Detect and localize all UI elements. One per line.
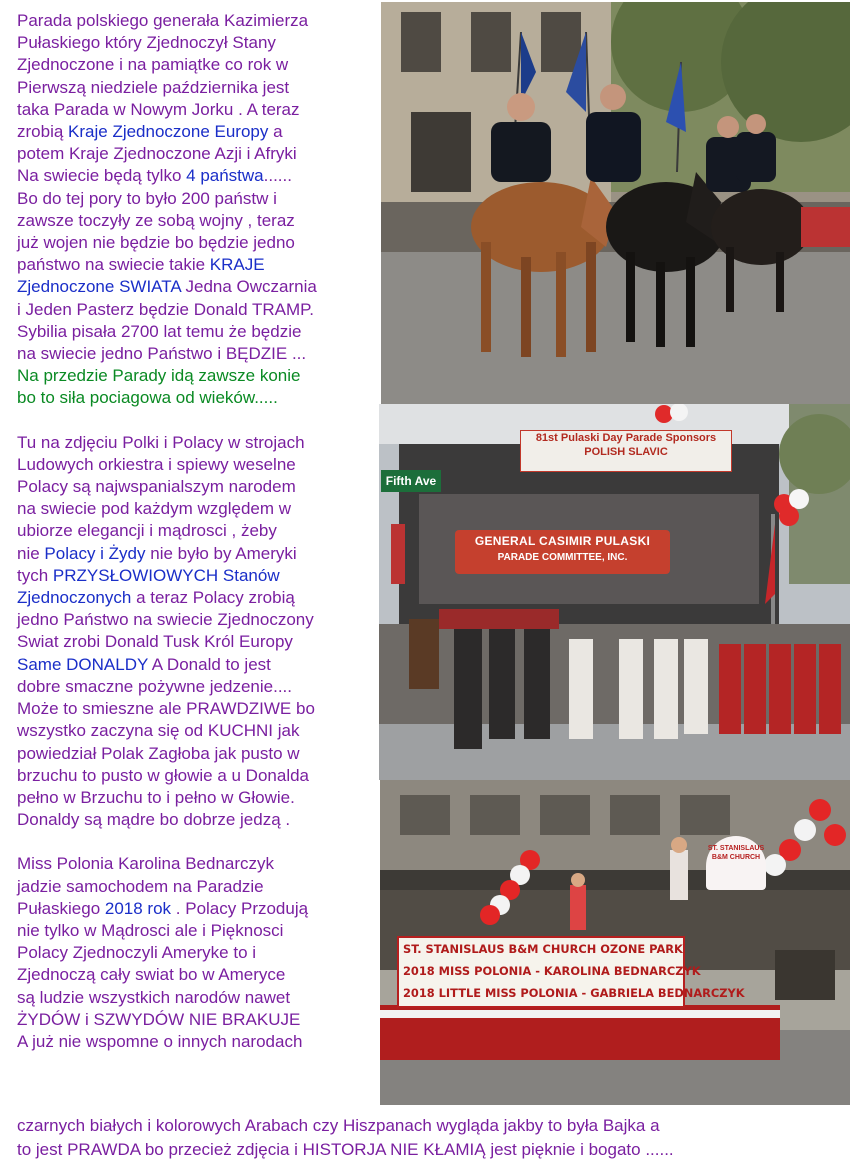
text-line-green: Na przedzie Parady idą zawsze konie (17, 366, 301, 386)
text-line: ubiorze elegancji i mądrosci , żeby (17, 521, 277, 541)
street-sign: Fifth Ave (381, 470, 441, 492)
text-line: A już nie wspomne o innych narodach (17, 1031, 303, 1051)
church-sign: ST. STANISLAUS B&M CHURCH (706, 836, 766, 890)
text-line: Sybilia pisała 2700 lat temu że będzie (17, 321, 302, 341)
text-line-wide: to jest PRAWDA bo przecież zdjęcia i HISTORJA NIE KŁAMIĄ jest pięknie i bogato ...... (17, 1140, 674, 1159)
sponsors-banner (520, 430, 732, 472)
text-line: Bo do tej pory to było 200 państw i (17, 188, 277, 208)
text-line: Tu na zdjęciu Polki i Polacy w strojach (17, 432, 305, 452)
text-line: Miss Polonia Karolina Bednarczyk (17, 854, 275, 874)
mounted-police-illustration (381, 2, 850, 404)
text-line: Polacy Zjednoczyli Ameryke to i (17, 943, 257, 963)
float-banner-line: ST. STANISLAUS B&M CHURCH OZONE PARK (403, 942, 683, 956)
text-line: nie tylko w Mądrosci ale i Pięknosci (17, 920, 284, 940)
stage-banner-line2: PARADE COMMITTEE, INC. (497, 552, 628, 563)
text-line: Polacy są najwspanialszym narodem (17, 477, 296, 497)
text-line: zawsze toczyły ze sobą wojny , teraz (17, 210, 295, 230)
text-line: zrobią Kraje Zjednoczone Europy a (17, 122, 283, 142)
text-line: brzuchu to pusto w głowie a u Donalda (17, 765, 310, 785)
text-line: taka Parada w Nowym Jorku . A teraz (17, 99, 300, 119)
text-column (17, 10, 382, 1053)
text-line: powiedział Polak Zagłoba jak pusto w (17, 743, 300, 763)
text-line: Swiat zrobi Donald Tusk Król Europy (17, 632, 293, 652)
text-line: państwo na swiecie takie KRAJE (17, 255, 265, 275)
paragraph-gap (17, 831, 382, 853)
text-line: Może to smieszne ale PRAWDZIWE bo (17, 699, 315, 719)
stage-banner (455, 530, 670, 574)
text-line: na swiecie jedno Państwo i BĘDZIE ... (17, 344, 307, 364)
text-line: jadzie samochodem na Paradzie (17, 876, 264, 896)
text-line: Zjednoczone i na pamiątke co rok w (17, 55, 289, 75)
text-line-wide: czarnych białych i kolorowych Arabach czy Hiszpanach wygląda jakby to była Bajka a (17, 1116, 660, 1135)
paragraph-gap (17, 410, 382, 432)
text-line: nie Polacy i Żydy nie było by Ameryki (17, 543, 297, 563)
stage-banner-line1: GENERAL CASIMIR PULASKI (474, 534, 651, 548)
float-banner (397, 936, 745, 1008)
text-line: już wojen nie będzie bo będzie jedno (17, 233, 295, 253)
text-line-green: bo to siła pociagowa od wieków..... (17, 388, 278, 408)
sponsors-banner-logo: POLISH SLAVIC (584, 446, 668, 458)
float-banner-line: 2018 MISS POLONIA - KAROLINA BEDNARCZYK (403, 964, 701, 978)
text-line: Ludowych orkiestra i spiewy weselne (17, 454, 296, 474)
text-line: dobre smaczne pożywne jedzenie.... (17, 676, 292, 696)
text-line: i Jeden Pasterz będzie Donald TRAMP. (17, 299, 315, 319)
text-line: potem Kraje Zjednoczone Azji i Afryki (17, 144, 297, 164)
text-line: Na swiecie będą tylko 4 państwa...... (17, 166, 292, 186)
sponsors-banner-title: 81st Pulaski Day Parade Sponsors (535, 432, 717, 444)
text-line: Pułaskiego który Zjednoczył Stany (17, 33, 276, 53)
text-line: Same DONALDY A Donald to jest (17, 654, 271, 674)
text-line: wszystko zaczyna się od KUCHNI jak (17, 721, 300, 741)
text-line: jedno Państwo na swiecie Zjednoczony (17, 610, 314, 630)
text-line: Pułaskiego 2018 rok . Polacy Przodują (17, 898, 309, 918)
text-line: Zjednoczą cały swiat bo w Ameryce (17, 965, 286, 985)
text-line: ŻYDÓW i SZWYDÓW NIE BRAKUJE (17, 1009, 301, 1029)
float-banner-line: 2018 LITTLE MISS POLONIA - GABRIELA BEDNARCZYK (403, 986, 745, 1000)
photo-mounted-police (381, 2, 850, 404)
text-line: pełno w Brzuchu to i pełno w Głowie. (17, 787, 295, 807)
text-line: Pierwszą niedziele października jest (17, 77, 290, 97)
text-line: tych PRZYSŁOWIOWYCH Stanów (17, 565, 280, 585)
text-line: Zjednoczonych a teraz Polacy zrobią (17, 588, 295, 608)
text-line: Donaldy są mądre bo dobrze jedzą . (17, 810, 291, 830)
text-line: Parada polskiego generała Kazimierza (17, 11, 309, 30)
text-line: są ludzie wszystkich narodów nawet (17, 987, 291, 1007)
text-line: na swiecie pod każdym względem w (17, 499, 292, 519)
text-line: Zjednoczone SWIATA Jedna Owczarnia (17, 277, 317, 297)
